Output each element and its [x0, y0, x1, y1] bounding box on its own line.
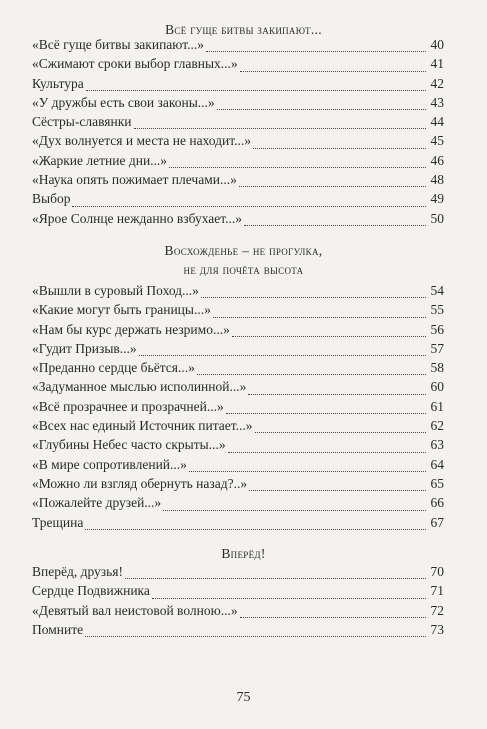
toc-entry-title: «В мире сопротивлений...»: [32, 456, 187, 472]
dot-leader: [72, 205, 426, 207]
toc-entry-page: 62: [430, 418, 444, 434]
toc-entry: [32, 133, 444, 152]
section-title: Вперёд!: [221, 546, 266, 561]
toc-entry: [32, 399, 444, 418]
dot-leader: [125, 577, 426, 579]
toc-entry-page: 63: [430, 437, 444, 453]
toc-entry-title: «Дух волнуется и места не находит...»: [32, 133, 252, 149]
toc-entry: [32, 583, 444, 602]
toc-entry-title: Вперёд, друзья!: [32, 564, 123, 579]
dot-leader: [197, 373, 426, 375]
dot-leader: [244, 224, 426, 226]
toc-entry: [32, 495, 444, 514]
toc-entry-title: «Гудит Призыв...»: [32, 340, 137, 356]
dot-leader: [85, 528, 426, 530]
toc-entry-page: 73: [430, 621, 444, 637]
dot-leader: [139, 354, 426, 356]
toc-entry-title: Культура: [32, 75, 84, 91]
dot-leader: [253, 147, 426, 149]
toc-entry-title: «Преданно сердце бьётся...»: [32, 360, 195, 376]
toc-entry-page: 67: [430, 514, 444, 530]
toc-entry-page: 44: [430, 114, 444, 130]
toc-entry-page: 49: [430, 191, 444, 207]
toc-entry-title: Сёстры-славянки: [32, 114, 132, 130]
toc-entry-page: 66: [430, 495, 444, 511]
toc-entry-page: 71: [430, 583, 444, 599]
toc-entry: [32, 360, 444, 379]
toc-entry: [32, 191, 444, 210]
dot-leader: [226, 412, 426, 414]
dot-leader: [240, 616, 426, 618]
toc-entry-page: 54: [430, 283, 444, 298]
toc-entry-title: Сердце Подвижника: [32, 583, 150, 599]
toc-entry: [32, 622, 444, 641]
section-title: Восхожденье – не прогулка,: [164, 243, 323, 258]
dot-leader: [248, 393, 426, 395]
toc-entry: [32, 56, 444, 75]
dot-leader: [249, 489, 426, 491]
toc-entry-page: 40: [430, 37, 444, 52]
dot-leader: [85, 635, 426, 637]
dot-leader: [255, 431, 426, 433]
toc-section-3: [32, 564, 444, 641]
toc-entry-title: «Можно ли взгляд обернуть назад?..»: [32, 475, 248, 491]
dot-leader: [228, 451, 426, 453]
toc-entry-title: «Всё гуще битвы закипают...»: [32, 37, 204, 52]
toc-entry: [32, 114, 444, 133]
toc-entry-page: 43: [430, 94, 444, 110]
toc-entry-page: 48: [430, 172, 444, 188]
toc-entry: [32, 95, 444, 114]
toc-entry-title: «Жаркие летние дни...»: [32, 152, 168, 168]
toc-entry: [32, 457, 444, 476]
dot-leader: [134, 127, 426, 129]
section-title: Всё гуще битвы закипают...: [165, 22, 322, 37]
dot-leader: [201, 296, 426, 298]
toc-entry-page: 42: [430, 75, 444, 91]
dot-leader: [169, 166, 426, 168]
toc-entry: [32, 515, 444, 534]
toc-entry-title: «Глубины Небес часто скрыты...»: [32, 437, 226, 453]
dot-leader: [217, 108, 426, 110]
toc-entry: [32, 211, 444, 230]
toc-entry-title: «Всё прозрачнее и прозрачней...»: [32, 398, 224, 414]
toc-entry: [32, 37, 444, 56]
toc-entry-title: «Какие могут быть границы...»: [32, 302, 211, 318]
toc-entry-title: «Задуманное мыслью исполинной...»: [32, 379, 247, 395]
toc-entry-title: «Пожалейте друзей...»: [32, 495, 162, 511]
toc-entry: [32, 283, 444, 302]
toc-entry-title: «Сжимают сроки выбор главных...»: [32, 56, 238, 72]
toc-entry-page: 56: [430, 321, 444, 337]
toc-entry-page: 46: [430, 152, 444, 168]
toc-entry-page: 57: [430, 340, 444, 356]
toc-entry-page: 61: [430, 398, 444, 414]
toc-entry-page: 55: [430, 302, 444, 318]
dot-leader: [152, 597, 426, 599]
toc-entry-title: «Девятый вал неистовой волною...»: [32, 602, 238, 618]
toc-entry: [32, 302, 444, 321]
dot-leader: [206, 50, 426, 52]
toc-section-1: [32, 37, 444, 230]
toc-entry-page: 50: [430, 210, 444, 226]
toc-entry-title: Выбор: [32, 191, 71, 207]
dot-leader: [163, 509, 426, 511]
dot-leader: [240, 70, 426, 72]
toc-entry: [32, 153, 444, 172]
toc-entry: [32, 564, 444, 583]
page-number: 75: [236, 690, 251, 705]
dot-leader: [239, 185, 426, 187]
toc-entry-title: «Ярое Солнце нежданно взбухает...»: [32, 210, 243, 226]
toc-entry-title: «Нам бы курс держать незримо...»: [32, 321, 230, 337]
toc-entry-page: 65: [430, 475, 444, 491]
toc-entry: [32, 322, 444, 341]
dot-leader: [213, 316, 426, 318]
toc-entry: [32, 603, 444, 622]
toc-entry-title: Помните: [32, 621, 84, 637]
toc-entry: [32, 379, 444, 398]
toc-entry-title: Трещина: [32, 514, 84, 530]
toc-entry: [32, 341, 444, 360]
dot-leader: [232, 335, 426, 337]
toc-entry: [32, 76, 444, 95]
toc-section-2: [32, 283, 444, 534]
toc-entry-title: «Вышли в суровый Поход...»: [32, 283, 199, 298]
toc-entry: [32, 437, 444, 456]
toc-entry-page: 45: [430, 133, 444, 149]
toc-entry: [32, 476, 444, 495]
toc-entry-page: 70: [430, 564, 444, 579]
section-title: не для почёта высота: [183, 262, 304, 277]
toc-entry: [32, 172, 444, 191]
toc-entry-page: 64: [430, 456, 444, 472]
toc-entry-page: 60: [430, 379, 444, 395]
toc-entry-title: «Всех нас единый Источник питает...»: [32, 418, 253, 434]
toc-entry-page: 41: [430, 56, 444, 72]
toc-entry: [32, 418, 444, 437]
toc-entry-page: 72: [430, 602, 444, 618]
dot-leader: [189, 470, 426, 472]
dot-leader: [86, 89, 426, 91]
toc-entry-title: «Наука опять пожимает плечами...»: [32, 172, 237, 188]
toc-entry-page: 58: [430, 360, 444, 376]
toc-entry-title: «У дружбы есть свои законы...»: [32, 94, 215, 110]
